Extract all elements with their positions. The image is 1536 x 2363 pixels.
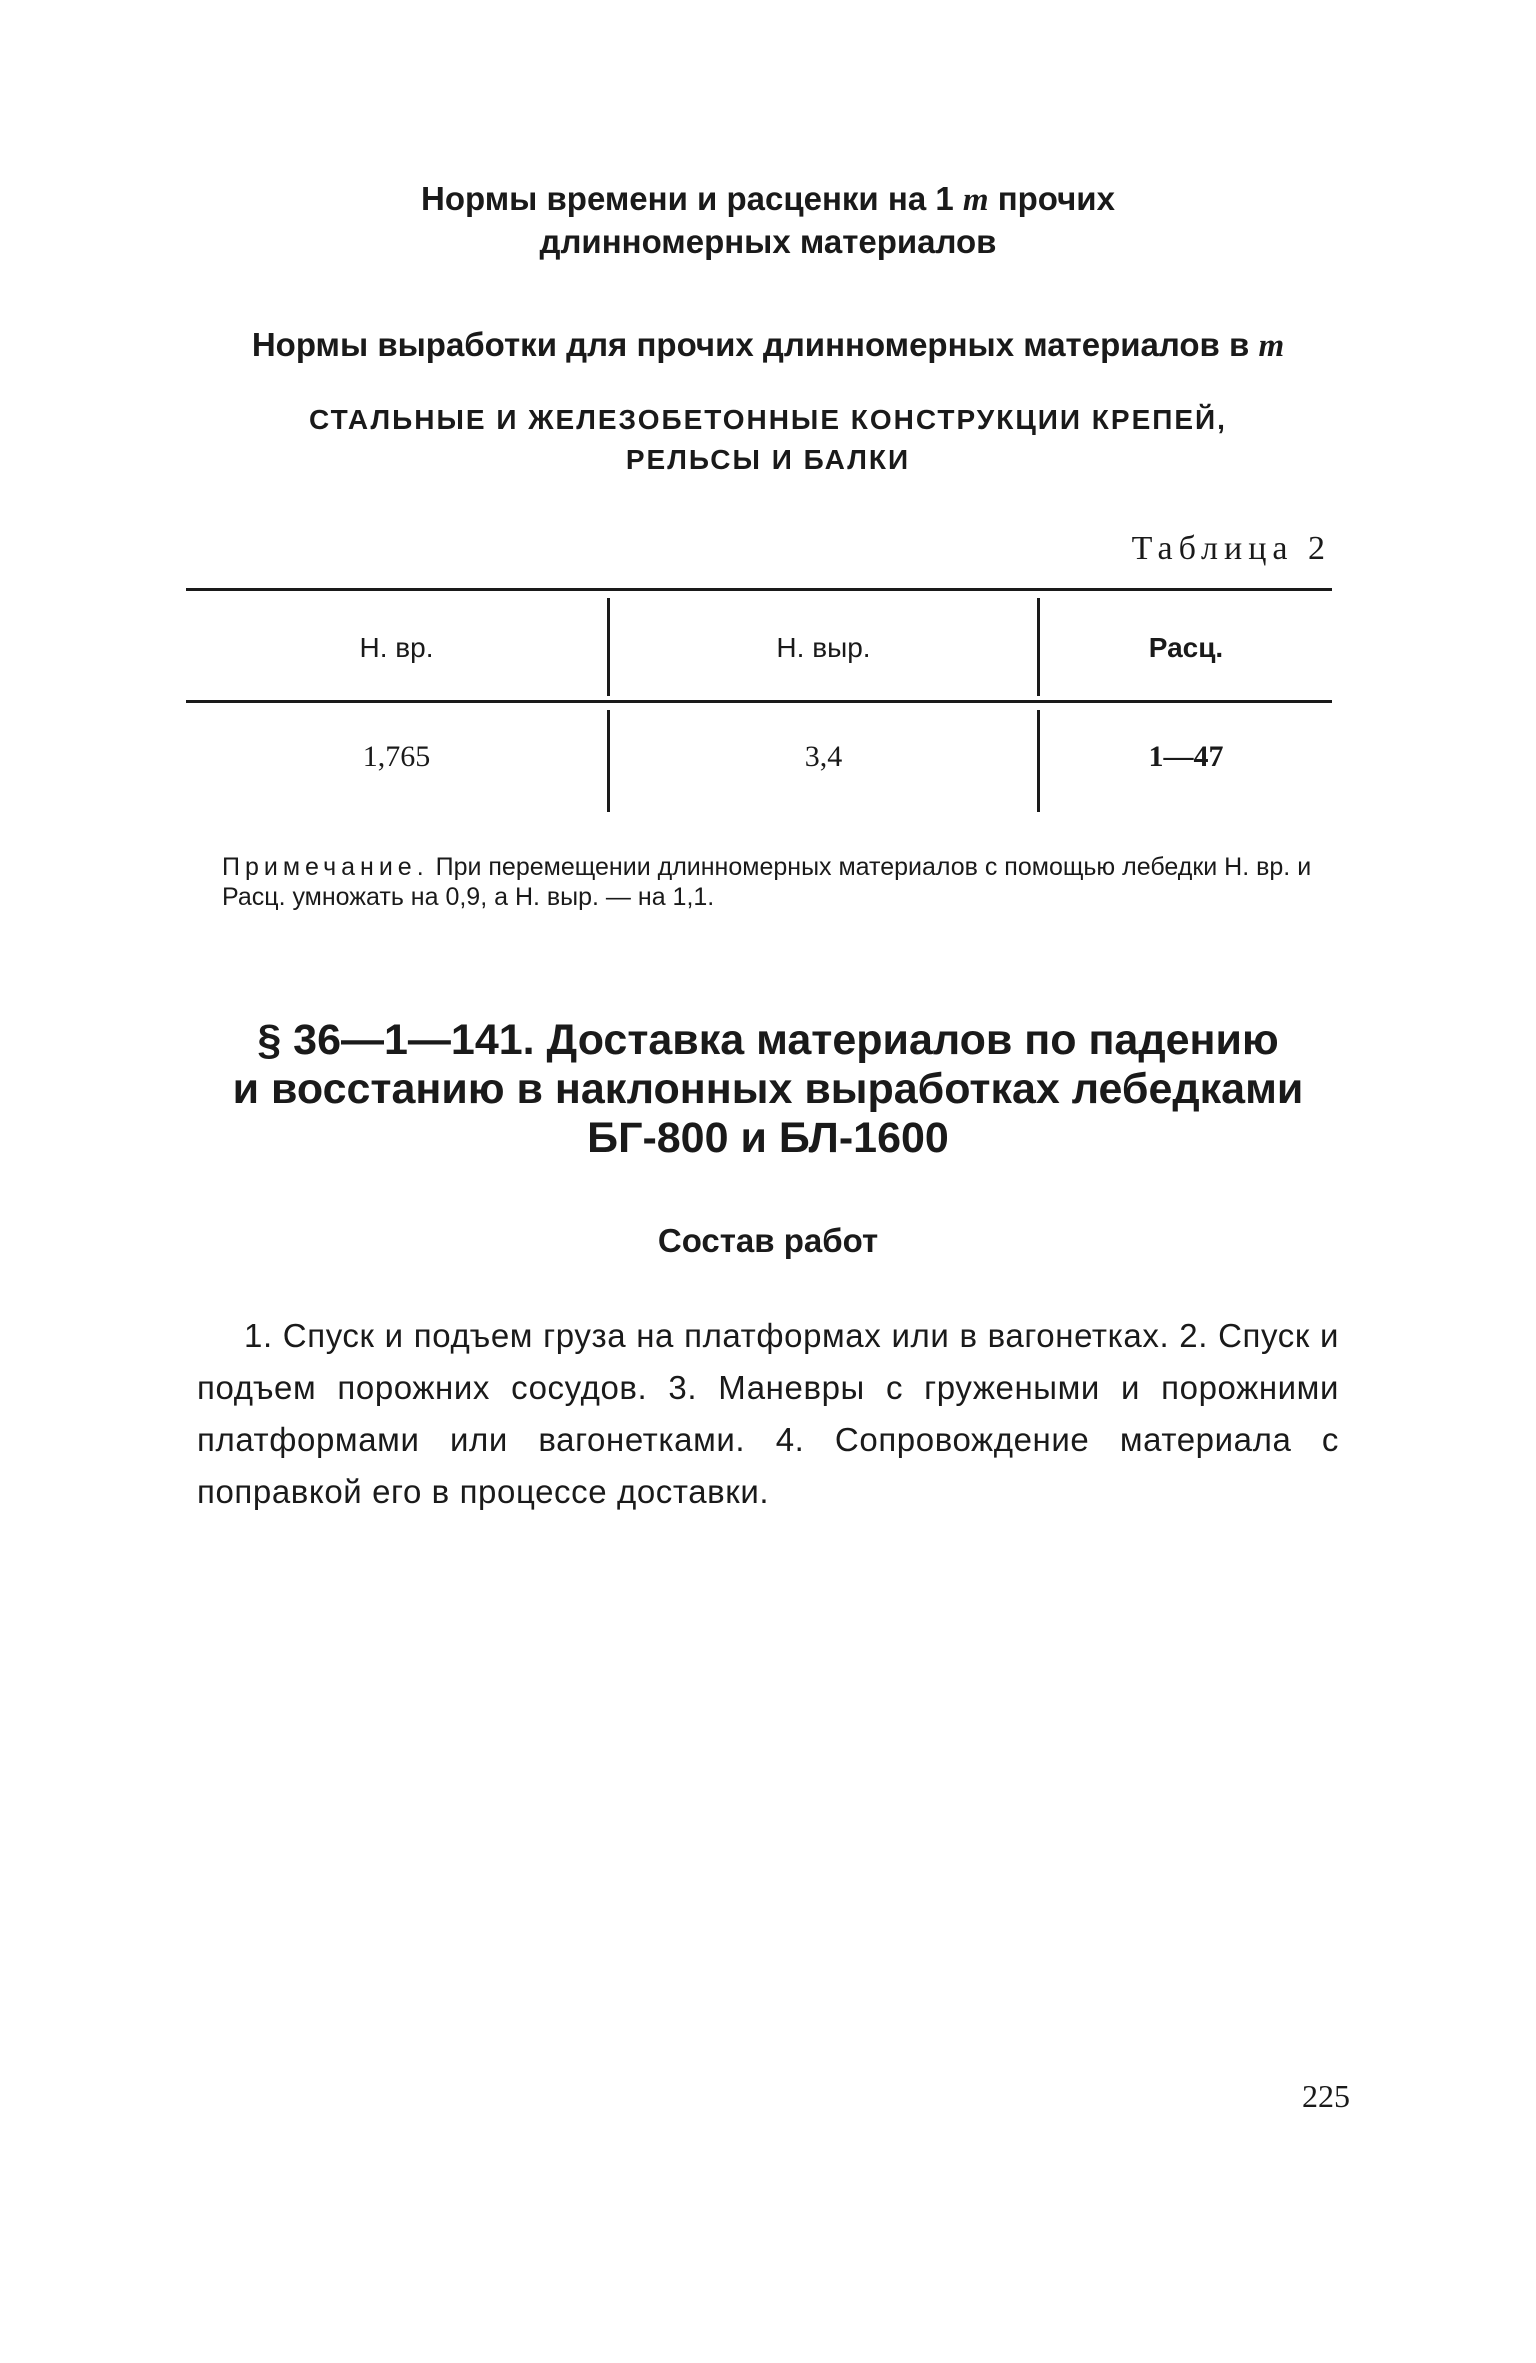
work-composition-text: 1. Спуск и подъем груза на платформах или в вагонетках. 2. Спуск и подъем порожних сосудов. 3. Маневры с гружеными и порожними платформами или вагонетками. 4. Сопровождение материала с поправкой его в процессе доставки.	[197, 1317, 1339, 1510]
table-title-line1: Нормы времени и расценки на 1 т прочих	[421, 180, 1115, 218]
table-note	[222, 852, 1342, 912]
note-label: Примечание.	[222, 853, 429, 881]
col-header-output: Н. выр.	[776, 632, 871, 663]
table-title-line2: длинномерных материалов	[539, 223, 997, 260]
section-heading: СТАЛЬНЫЕ И ЖЕЛЕЗОБЕТОННЫЕ КОНСТРУКЦИИ КРЕПЕЙ, РЕЛЬСЫ И БАЛКИ	[309, 404, 1227, 475]
cell-output: 3,4	[804, 740, 843, 773]
col-header-time: Н. вр.	[359, 632, 434, 663]
cell-rate: 1—47	[1148, 740, 1224, 773]
cell-time: 1,765	[362, 740, 431, 773]
page-number: 225	[1302, 2078, 1350, 2114]
table-header-rule	[186, 700, 1332, 703]
unit-t: т	[1258, 328, 1285, 364]
table-caption: Таблица 2	[1131, 530, 1331, 567]
unit-t: т	[962, 182, 989, 218]
output-norms-title: Нормы выработки для прочих длинномерных материалов в т	[251, 326, 1285, 364]
work-composition-heading: Состав работ	[657, 1222, 879, 1259]
table-top-rule	[186, 588, 1332, 591]
table-title	[0, 178, 1536, 263]
paragraph-title: § 36—1—141. Доставка материалов по падению и восстанию в наклонных выработках лебедками БГ-800 и БЛ-1600	[232, 1016, 1304, 1162]
note-text: При перемещении длинномерных материалов с помощью лебедки Н. вр. и Расц. умножать на 0,9, а Н. выр. — на 1,1.	[222, 853, 1312, 911]
col-header-rate: Расц.	[1148, 632, 1224, 663]
